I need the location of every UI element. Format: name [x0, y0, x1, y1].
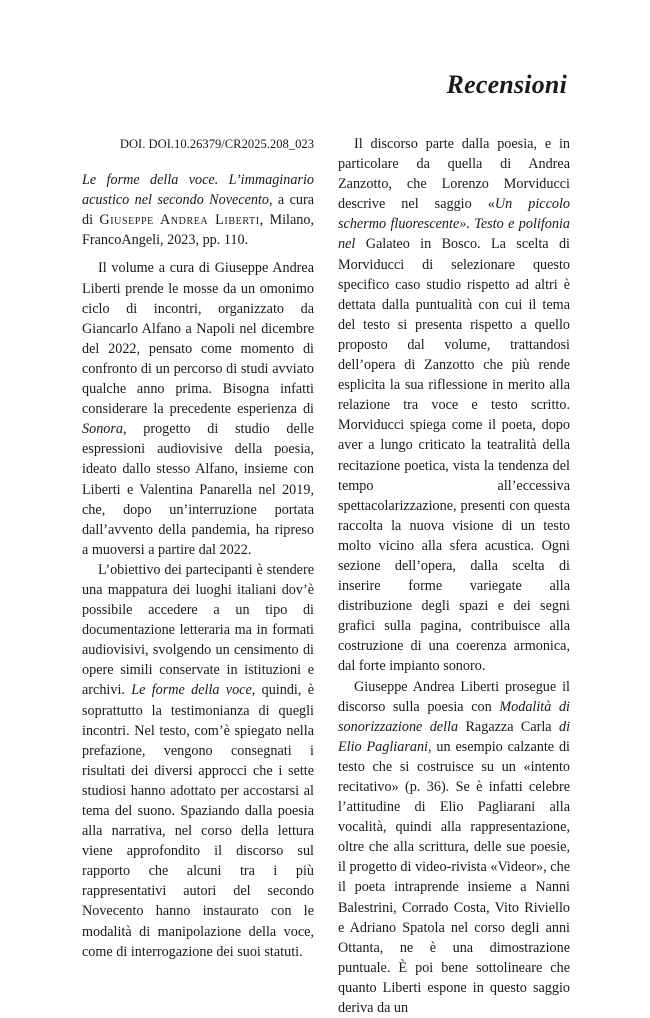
right-paragraph-2	[338, 677, 570, 1018]
right-paragraph-1	[338, 134, 570, 677]
editor-prefix: , a cura di	[82, 192, 314, 229]
text-run: Ragazza Carla	[458, 718, 559, 735]
right-column	[338, 134, 570, 1018]
italic-run: Modalità di sonorizzazione della	[338, 698, 570, 735]
book-reference	[82, 170, 314, 250]
left-paragraph-2	[82, 560, 314, 962]
text-run: , un esempio calzante di testo che si costruisce su un «intento recitativo» (p. 36). Se è infatti celebre l’attitudine di Elio Pagliarani alla vocalità, quindi alla rappresentazione, oltre che alla scrittura, delle sue poesie, il progetto di video-rivista «Videor», che il poeta intraprende insieme a Nanni Balestrini, Corrado Costa, Vito Riviello e Adriano Spatola nel corso degli anni Ottanta, ne è una dimostrazione puntuale. È poi bene sottolineare che quanto Liberti espone in questo saggio deriva da un	[338, 738, 571, 1017]
left-paragraph-1	[82, 258, 314, 559]
text-run: , quindi, è soprattutto la testimonianza di quegli incontri. Nel testo, com’è spiegato nella prefazione, vengono consegnati i risultati dei diversi approcci che i sette studiosi hanno adottato per accostarsi al tema del suono. Spaziando dalla poesia alla narrativa, nel corso della lettura viene approfondito il discorso sul rapporto che alcuni tra i più rappresentativi autori del secondo Novecento hanno instaurato con le modalità di manipolazione della voce, come di interrogazione dei suoi statuti.	[82, 682, 315, 960]
section-header: Recensioni	[446, 70, 567, 99]
text-run: , progetto di studio delle espressioni audiovisive della poesia, ideato dallo stesso Alfano, insieme con Liberti e Valentina Panarella nel 2019, che, dopo un’interruzione portata dall’avvento della pandemia, ha ripreso a muoversi a partire dal 2022.	[82, 421, 314, 558]
italic-run: di Elio Pagliarani	[338, 718, 571, 755]
text-run: Il discorso parte dalla poesia, e in particolare da quella di Andrea Zanzotto, che Lorenzo Morviducci descrive nel saggio «	[338, 136, 570, 213]
doi-line: DOI. DOI.10.26379/CR2025.208_023	[119, 137, 314, 151]
text-run: Galateo in Bosco. La scelta di Morviducci di selezionare questo specifico caso studio rispetto ad altri è dettata dalla puntualità con cui il tema del testo si presenta rispetto a quello proposto dal volume, trattandosi dell’opera di Zanzotto che più rende esplicita la sua riflessione in merito alla relazione tra voce e testo scritto. Morviducci spiega come il poeta, dopo aver a lungo criticato la teatralità della recitazione poetica, vista la tendenza del tempo all’eccessiva spettacolarizzazione, presenti con questa raccolta la nuova visione di un testo molto vicino alla sfera acustica. Ogni sezione dell’opera, dalla scelta di inserire forme variegate alla distribuzione degli spazi e dei segni grafici sulla pagina, contribuisce alla costruzione di una coerenza armonica, dal forte impianto sonoro.	[338, 236, 570, 675]
italic-run: Sonora	[82, 421, 123, 438]
text-run: Il volume a cura di Giuseppe Andrea Liberti prende le mosse da un omonimo ciclo di incontri, organizzato da Giancarlo Alfano a Napoli nel dicembre del 2022, pensato come momento di confronto di un percorso di studi avviato qualche anno prima. Bisogna infatti considerare la precedente esperienza di	[82, 260, 314, 418]
left-column	[82, 134, 314, 962]
italic-run: Le forme della voce	[131, 682, 252, 699]
book-details: , Milano, FrancoAngeli, 2023, pp. 110.	[82, 212, 314, 249]
book-title: Le forme della voce. L’immaginario acustico nel secondo Novecento	[82, 172, 314, 209]
text-run: Giuseppe Andrea Liberti prosegue il discorso sulla poesia con	[338, 678, 570, 715]
text-run: L’obiettivo dei partecipanti è stendere una mappatura dei luoghi italiani dov’è possibile accedere a un tipo di documentazione letteraria ma in formati audiovisivi, svolgendo un censimento di opere simili conservate in istituzioni e archivi.	[82, 561, 314, 699]
italic-run: Un piccolo schermo fluorescente». Testo e polifonia nel	[338, 196, 570, 253]
book-editor: Giuseppe Andrea Liberti	[99, 212, 260, 229]
